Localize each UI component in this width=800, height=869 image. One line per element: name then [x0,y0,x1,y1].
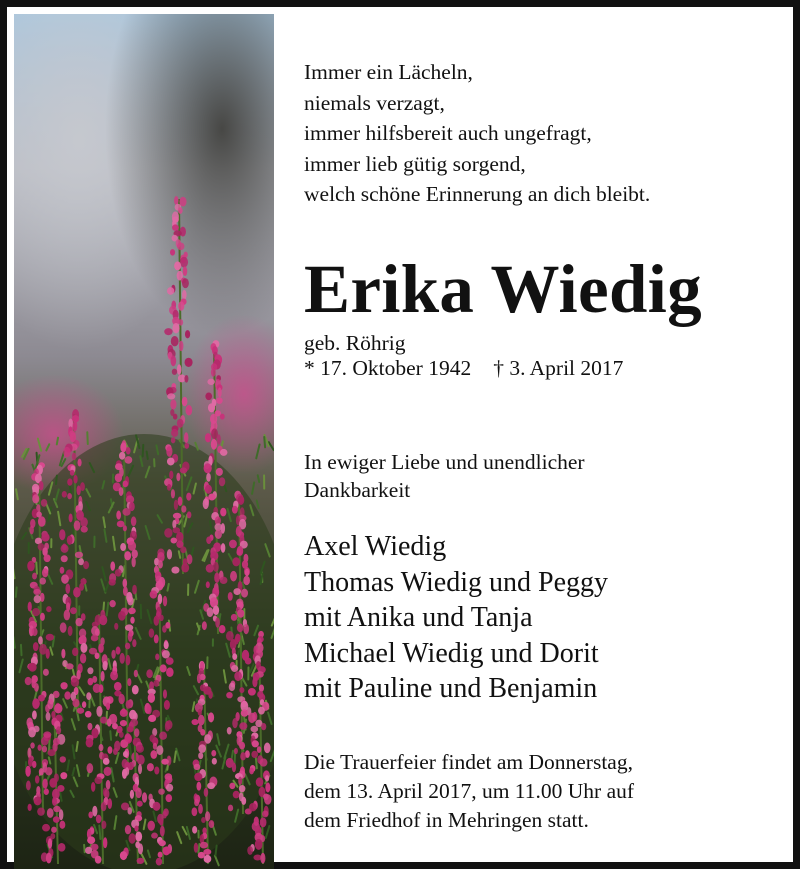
service-line: dem Friedhof in Mehringen statt. [304,808,589,832]
mourners-list [304,529,608,707]
mourner-line: Michael Wiedig und Dorit [304,637,599,669]
funeral-service-notice [304,748,634,835]
poem-line: welch schöne Erinnerung an dich bleibt. [304,182,651,206]
service-line: Die Trauerfeier findet am Donnerstag, [304,750,633,774]
dedication-line: Dankbarkeit [304,478,411,502]
poem-line: immer lieb gütig sorgend, [304,151,526,176]
mourner-line: mit Anika und Tanja [304,602,533,633]
mourner-line: Thomas Wiedig und Peggy [304,566,608,598]
poem-line: niemals verzagt, [304,90,445,115]
dedication-line: In ewiger Liebe und unendlicher [304,450,585,474]
heather-flower-illustration [14,14,274,869]
mourner-line: Axel Wiedig [304,531,447,562]
memorial-poem [304,57,650,210]
birth-date: * 17. Oktober 1942 [304,356,472,380]
heather-flower-photo [14,14,274,869]
life-dates [304,354,623,382]
mourner-line: mit Pauline und Benjamin [304,673,598,704]
birth-name: geb. Röhrig [304,331,406,355]
service-line: dem 13. April 2017, um 11.00 Uhr auf [304,779,635,803]
dedication-text [304,448,585,504]
deceased-name: Erika Wiedig [304,251,702,327]
poem-line: immer hilfsbereit auch ungefragt, [304,121,592,145]
poem-line: Immer ein Lächeln, [304,60,473,84]
death-date: † 3. April 2017 [493,356,624,380]
